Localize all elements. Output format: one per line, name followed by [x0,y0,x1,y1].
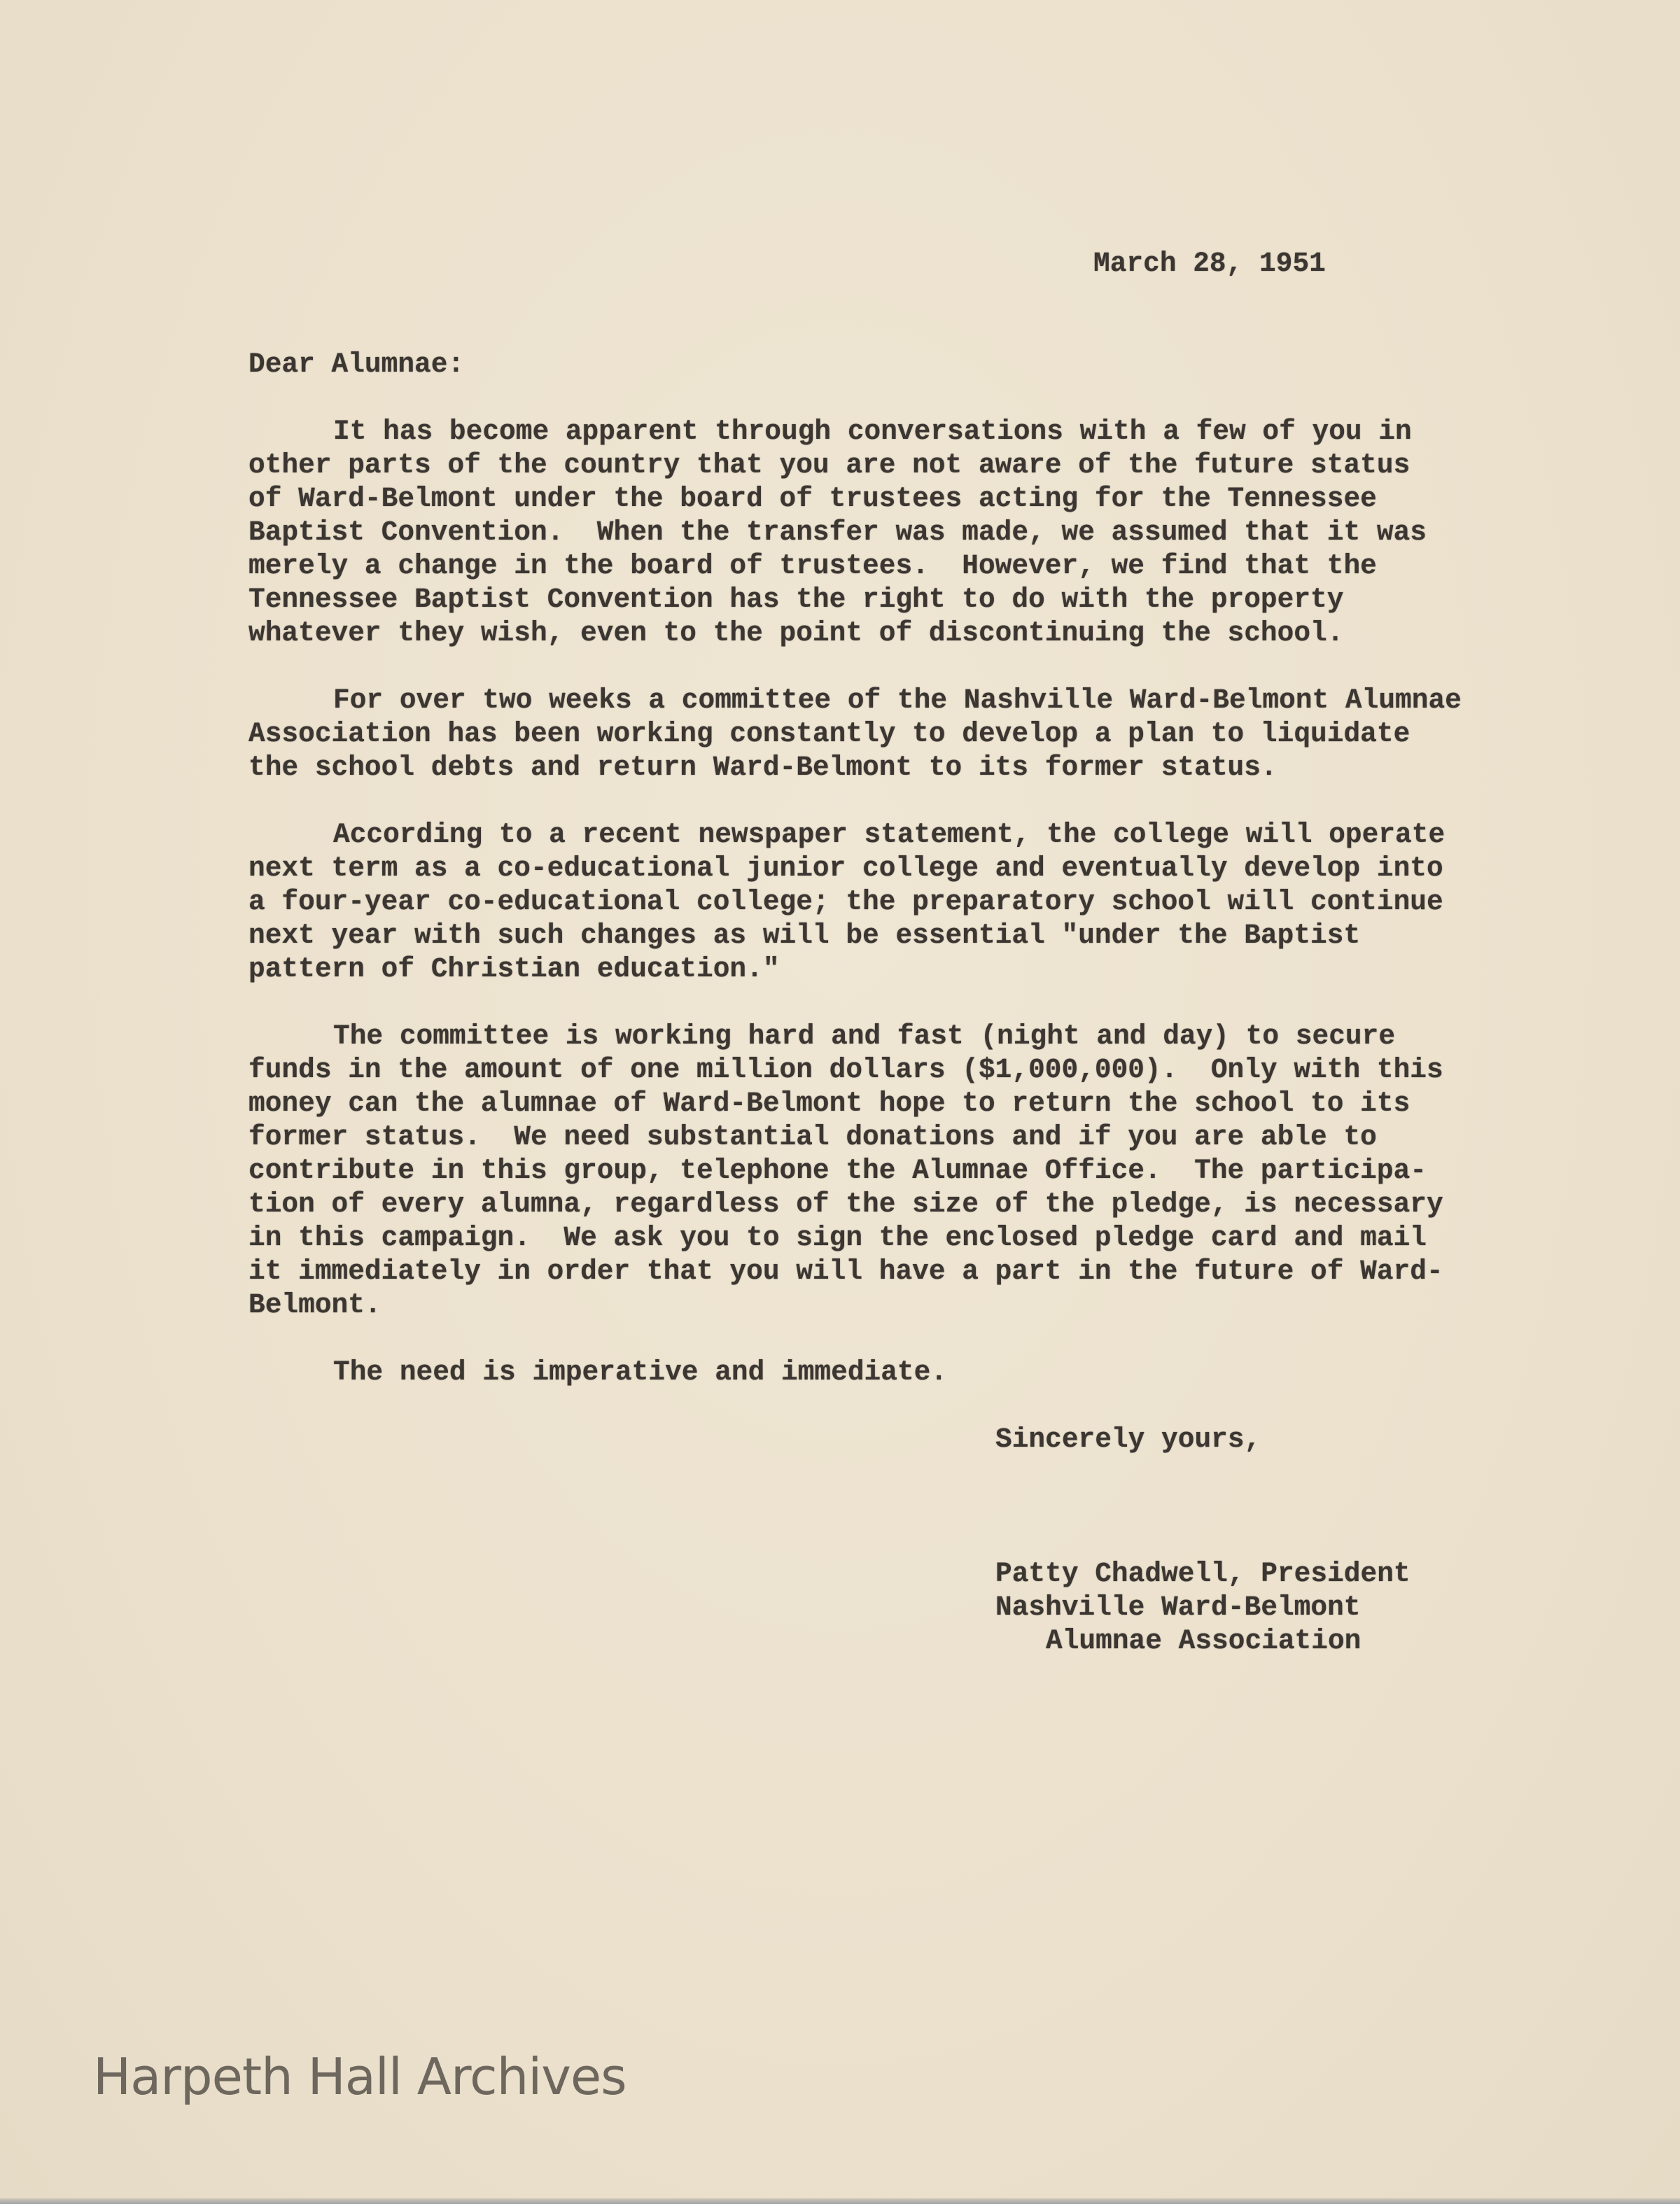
paragraph-4-line: in this campaign. We ask you to sign the enclosed pledge card and mail [248,1222,1427,1254]
spacer [0,281,1680,314]
paragraph-1-line: Tennessee Baptist Convention has the right to do with the property [248,584,1344,615]
scan-edge [0,2198,1680,2204]
letter-date: March 28, 1951 [1093,248,1326,279]
closing: Sincerely yours, [995,1424,1261,1455]
paragraph-4-line: money can the alumnae of Ward-Belmont hope to return the school to its [248,1088,1410,1119]
paragraph-1-line: It has become apparent through conversations with a few of you in [333,416,1412,447]
paragraph-3-line: next term as a co-educational junior college and eventually develop into [248,852,1443,884]
paragraph-1-line: whatever they wish, even to the point of discontinuing the school. [248,617,1344,649]
paragraph-3-line: According to a recent newspaper statement, the college will operate [333,819,1446,850]
signature-org: Nashville Ward-Belmont [995,1592,1361,1623]
paragraph-2-line: Association has been working constantly to develop a plan to liquidate [248,718,1410,750]
spacer [0,1457,1680,1490]
paragraph-4-line: it immediately in order that you will have a part in the future of Ward- [248,1256,1443,1287]
paragraph-3-line: a four-year co-educational college; the preparatory school will continue [248,886,1443,918]
spacer [0,785,1680,818]
archive-watermark: Harpeth Hall Archives [93,2047,626,2106]
paragraph-4-line: former status. We need substantial donations and if you are able to [248,1121,1377,1153]
paragraph-1-line: Baptist Convention. When the transfer was made, we assumed that it was [248,517,1427,548]
spacer [0,986,1680,1020]
signature-org-2: Alumnae Association [1046,1625,1362,1657]
spacer [0,1389,1680,1423]
paragraph-4-line: tion of every alumna, regardless of the size of the pledge, is necessary [248,1188,1443,1220]
spacer [0,1524,1680,1557]
paragraph-4-line: Belmont. [248,1289,382,1321]
spacer [0,1322,1680,1356]
paragraph-1-line: merely a change in the board of trustees. However, we find that the [248,550,1377,582]
paragraph-3-line: next year with such changes as will be essential "under the Baptist [248,920,1361,951]
paragraph-1-line: other parts of the country that you are not aware of the future status [248,449,1410,481]
signature-name: Patty Chadwell, President [995,1558,1410,1589]
spacer [0,381,1680,415]
letter-body [0,247,1680,1658]
paragraph-3-line: pattern of Christian education." [248,953,780,985]
paragraph-1-line: of Ward-Belmont under the board of trustees acting for the Tennessee [248,483,1377,514]
salutation: Dear Alumnae: [248,349,465,380]
paragraph-4-line: The committee is working hard and fast (night and day) to secure [333,1020,1396,1052]
paragraph-2-line: the school debts and return Ward-Belmont to its former status. [248,752,1278,783]
spacer [0,650,1680,684]
spacer [0,1490,1680,1524]
spacer [0,314,1680,348]
paragraph-5-line: The need is imperative and immediate. [333,1356,948,1388]
paragraph-4-line: contribute in this group, telephone the Alumnae Office. The participa- [248,1155,1427,1186]
paragraph-2-line: For over two weeks a committee of the Nashville Ward-Belmont Alumnae [333,685,1462,716]
paragraph-4-line: funds in the amount of one million dollars ($1,000,000). Only with this [248,1054,1443,1086]
